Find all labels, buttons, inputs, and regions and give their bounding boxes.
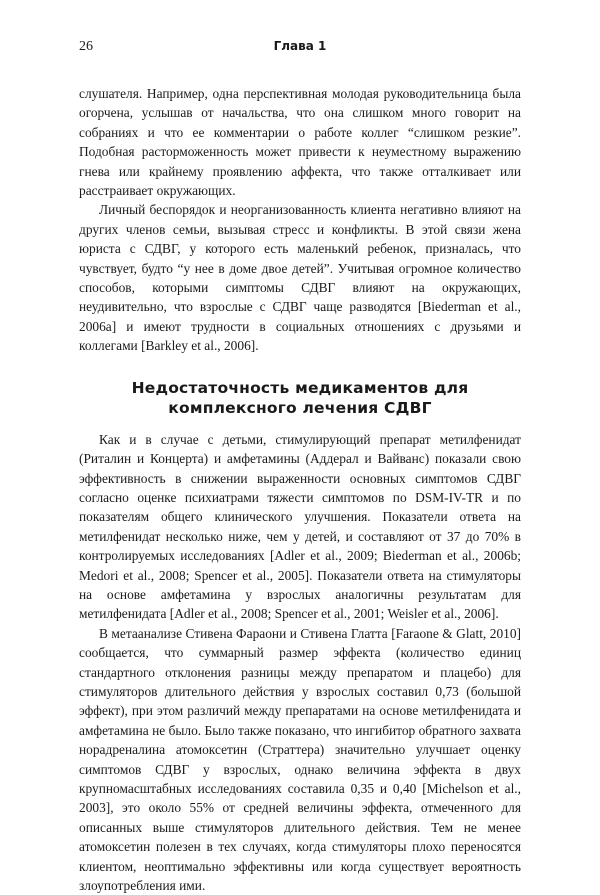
page-body: [79, 84, 521, 895]
paragraph-continued: слушателя. Например, одна перспективная молодая руководительница была огорчена, услышав от начальства, что она слишком много говорит на собраниях и что ее комментарии о работе коллег “слишком резкие”. Подобная расторможенность может привести к неуместному выражению гнева или крайнему проявлению аффекта, что также отталкивает или расстраивает окружающих.: [79, 86, 521, 199]
page-number: 26: [79, 39, 93, 54]
paragraph-medication-efficacy: Как и в случае с детьми, стимулирующий препарат метилфенидат (Риталин и Концерта) и амфетамины (Аддерал и Вайванс) показали свою эффективность в снижении выраженности основных симптомов СДВГ согласно оценке психиатрами тяжести симптомов по DSM-IV-TR и по показателям общего клинического улучшения. Показатели ответа на метилфенидат несколько ниже, чем у детей, и составляют от 37 до 70% в контролируемых исследованиях [Adler et al., 2009; Biederman et al., 2006b; Medori et al., 2008; Spencer et al., 2005]. Показатели ответа на стимуляторы на основе амфетамина у взрослых аналогичны результатам для метилфенидата [Adler et al., 2008; Spencer et al., 2001; Weisler et al., 2006].: [79, 431, 521, 622]
paragraph-family-impact: Личный беспорядок и неорганизованность клиента негативно влияют на других членов семьи, вызывая стресс и конфликты. В этой связи жена юриста с СДВГ, у которого есть маленький ребенок, призналась, что чувствует, будто “у нее в доме двое детей”. Учитывая огромное количество способов, которыми симптомы СДВГ влияют на окружающих, неудивительно, что взрослые с СДВГ чаще разводятся [Biederman et al., 2006a] и имеют трудности в социальных отношениях с друзьями и коллегами [Barkley et al., 2006].: [79, 202, 521, 354]
running-head: Глава 1: [273, 39, 327, 53]
page-header: [79, 39, 521, 57]
paragraph-meta-analysis: В метаанализе Стивена Фараони и Стивена Глатта [Faraone & Glatt, 2010] сообщается, что суммарный размер эффекта (количество единиц стандартного отклонения разницы между препаратом и плацебо) для стимуляторов длительного действия у взрослых составил 0,73 (большой эффект), при этом различий между препаратами на основе метилфенидата и амфетамина не было. Было также показано, что ингибитор обратного захвата норадреналина атомоксетин (Страттера) значительно улучшает оценку симптомов СДВГ у взрослых, однако величина эффекта в двух крупномасштабных исследованиях составила 0,35 и 0,40 [Michelson et al., 2003], это около 55% от средней величины эффекта, отмеченного для описанных выше стимуляторов длительного действия. Тем не менее атомоксетин полезен в тех случаях, когда стимуляторы плохо переносятся клиентом, неоптимально эффективны или когда существует вероятность злоупотребления ими.: [79, 625, 521, 894]
section-heading: Недостаточность медикаментов для комплексного лечения СДВГ: [131, 378, 469, 417]
